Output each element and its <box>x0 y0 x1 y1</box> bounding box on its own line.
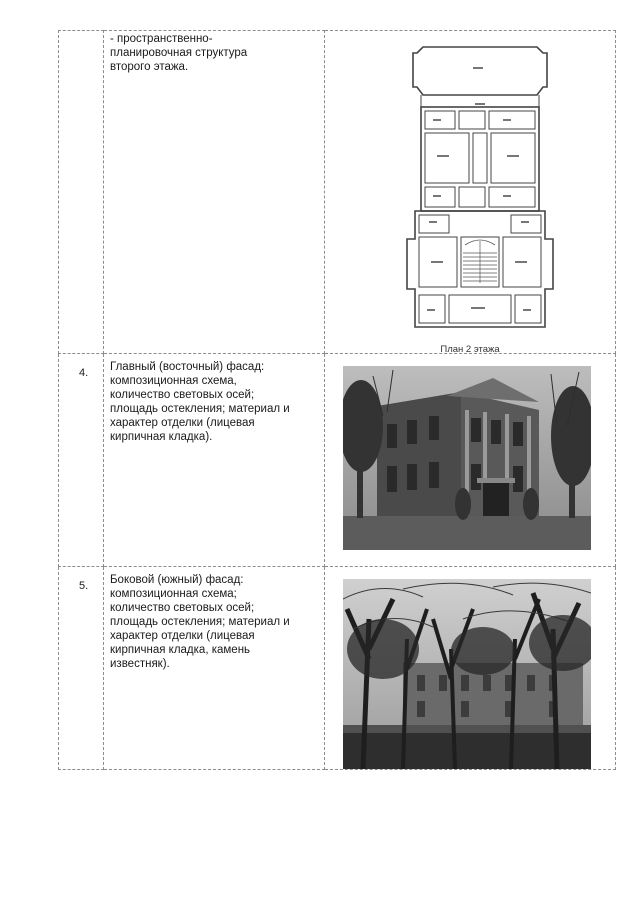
row-description: Боковой (южный) фасад: композиционная схема; количество световых осей; площадь остекления; материал и характер отделки (лицевая кирпичная кладка, камень известняк). <box>110 574 290 670</box>
row-number: 4. <box>79 367 89 379</box>
row-description-cell <box>104 31 325 354</box>
table-row <box>59 31 616 354</box>
building-photo-image <box>343 579 591 769</box>
floor-plan-figure <box>325 31 615 353</box>
east-facade-photo <box>325 354 615 550</box>
row-description: Главный (восточный) фасад: композиционная схема, количество световых осей; площадь остекления; материал и характер отделки (лицевая кирпичная кладка). <box>110 361 290 443</box>
row-description-cell <box>104 567 325 770</box>
south-facade-photo <box>325 567 615 769</box>
floor-plan-drawing <box>325 31 615 353</box>
row-number-cell <box>59 31 104 354</box>
row-number: 5. <box>79 580 89 592</box>
table-row <box>59 567 616 770</box>
row-description-cell <box>104 354 325 567</box>
row-image-cell <box>325 31 616 354</box>
table-row <box>59 354 616 567</box>
row-image-cell <box>325 354 616 567</box>
row-number <box>59 31 103 44</box>
row-number-cell <box>59 567 104 770</box>
document-table <box>58 30 616 770</box>
row-description: - пространственно- планировочная структура второго этажа. <box>110 33 248 73</box>
row-number-cell <box>59 354 104 567</box>
building-photo-image <box>343 366 591 550</box>
floor-plan-caption: План 2 этажа <box>440 344 500 355</box>
row-image-cell <box>325 567 616 770</box>
